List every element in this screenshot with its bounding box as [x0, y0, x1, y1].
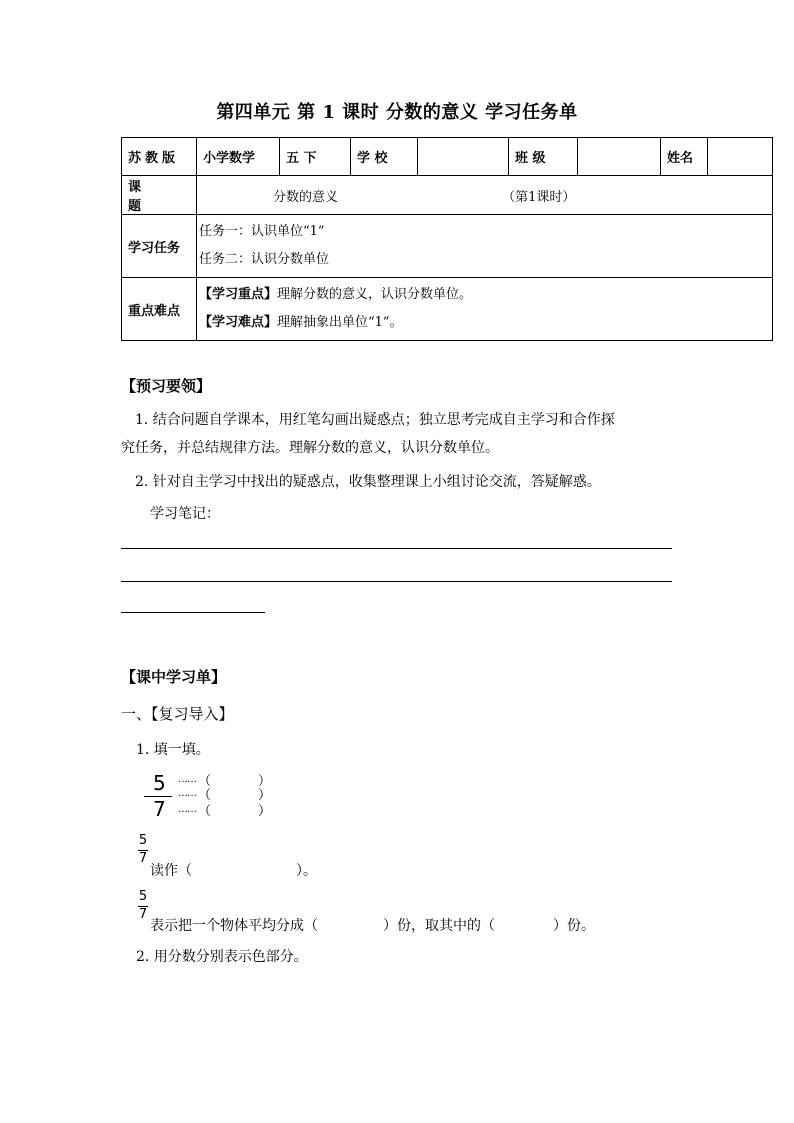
preview-p1-line2: 究任务，并总结规律方法。理解分数的意义，认识分数单位。	[121, 440, 499, 456]
question-2: 2. 用分数分别表示色部分。	[136, 949, 308, 965]
difficulty-text: 理解抽象出单位“1”。	[277, 315, 403, 330]
preview-p2: 2. 针对自主学习中找出的疑惑点，收集整理课上小组讨论交流，答疑解惑。	[135, 474, 601, 490]
read-as-end: ）。	[296, 863, 317, 879]
topic-text: 分数的意义	[273, 189, 339, 205]
topic-cell	[197, 176, 773, 215]
preview-p1-line1: 1. 结合问题自学课本，用红笔勾画出疑惑点；独立思考完成自主学习和合作探	[135, 412, 615, 428]
name-value[interactable]	[708, 138, 773, 176]
keypoints-label: 重点难点	[122, 278, 197, 341]
difficulty-tag: 【学习难点】	[199, 315, 278, 330]
info-row-header	[122, 138, 773, 176]
means-numerator: 5	[138, 889, 148, 904]
notes-line-1[interactable]	[121, 548, 672, 549]
info-row-tasks	[122, 215, 773, 278]
paren-close-2: ）	[258, 788, 272, 803]
fraction-numerator: 5	[153, 771, 166, 795]
keypoints-cell	[197, 278, 773, 341]
dots-3: ……	[178, 804, 196, 815]
read-as-denominator: 7	[138, 851, 148, 866]
read-as-numerator: 5	[138, 833, 148, 848]
dots-1: ……	[178, 774, 196, 785]
preview-heading: 【预习要领】	[121, 377, 212, 395]
means-denominator: 7	[138, 907, 148, 922]
classwork-heading: 【课中学习单】	[121, 668, 227, 686]
tasks-label: 学习任务	[122, 215, 197, 278]
means-part-2: ）份，取其中的（	[383, 918, 495, 934]
school-label: 学 校	[351, 138, 418, 176]
means-part-3: ）份。	[553, 918, 595, 934]
key-point-text: 理解分数的意义，认识分数单位。	[277, 287, 473, 302]
key-point-line	[199, 281, 770, 309]
paren-close-1: ）	[258, 774, 272, 789]
question-1: 1. 填一填。	[136, 742, 210, 758]
read-as-label: 读作（	[150, 863, 192, 879]
notes-line-3[interactable]	[121, 612, 265, 613]
class-value[interactable]	[578, 138, 661, 176]
class-label: 班 级	[509, 138, 578, 176]
notes-label: 学习笔记：	[150, 506, 220, 522]
grade-cell: 五 下	[280, 138, 351, 176]
means-fraction	[138, 889, 148, 922]
info-row-keypoints	[122, 278, 773, 341]
notes-line-2[interactable]	[121, 581, 672, 582]
means-part-1: 表示把一个物体平均分成（	[150, 918, 318, 934]
paren-open-3: （	[198, 804, 212, 819]
lesson-text: （第1课时）	[502, 189, 576, 205]
name-label: 姓名	[661, 138, 708, 176]
fraction-denominator: 7	[153, 797, 166, 821]
paren-open-2: （	[198, 788, 212, 803]
read-as-fraction	[138, 833, 148, 866]
dots-2: ……	[178, 788, 196, 799]
subject-cell: 小学数学	[197, 138, 280, 176]
paren-close-3: ）	[258, 804, 272, 819]
topic-label: 课题	[122, 176, 197, 215]
tasks-cell	[197, 215, 773, 278]
info-row-topic	[122, 176, 773, 215]
info-table	[121, 137, 773, 341]
task-2: 任务二：认识分数单位	[199, 252, 330, 267]
task-1: 任务一：认识单位“1”	[199, 224, 325, 239]
key-point-tag: 【学习重点】	[199, 287, 278, 302]
school-value[interactable]	[418, 138, 509, 176]
difficulty-line	[199, 309, 770, 337]
section-review: 一、【复习导入】	[121, 705, 234, 723]
paren-open-1: （	[198, 774, 212, 789]
page-title: 第四单元 第 1 课时 分数的意义 学习任务单	[216, 102, 578, 123]
edition-label: 苏教版	[122, 138, 197, 176]
